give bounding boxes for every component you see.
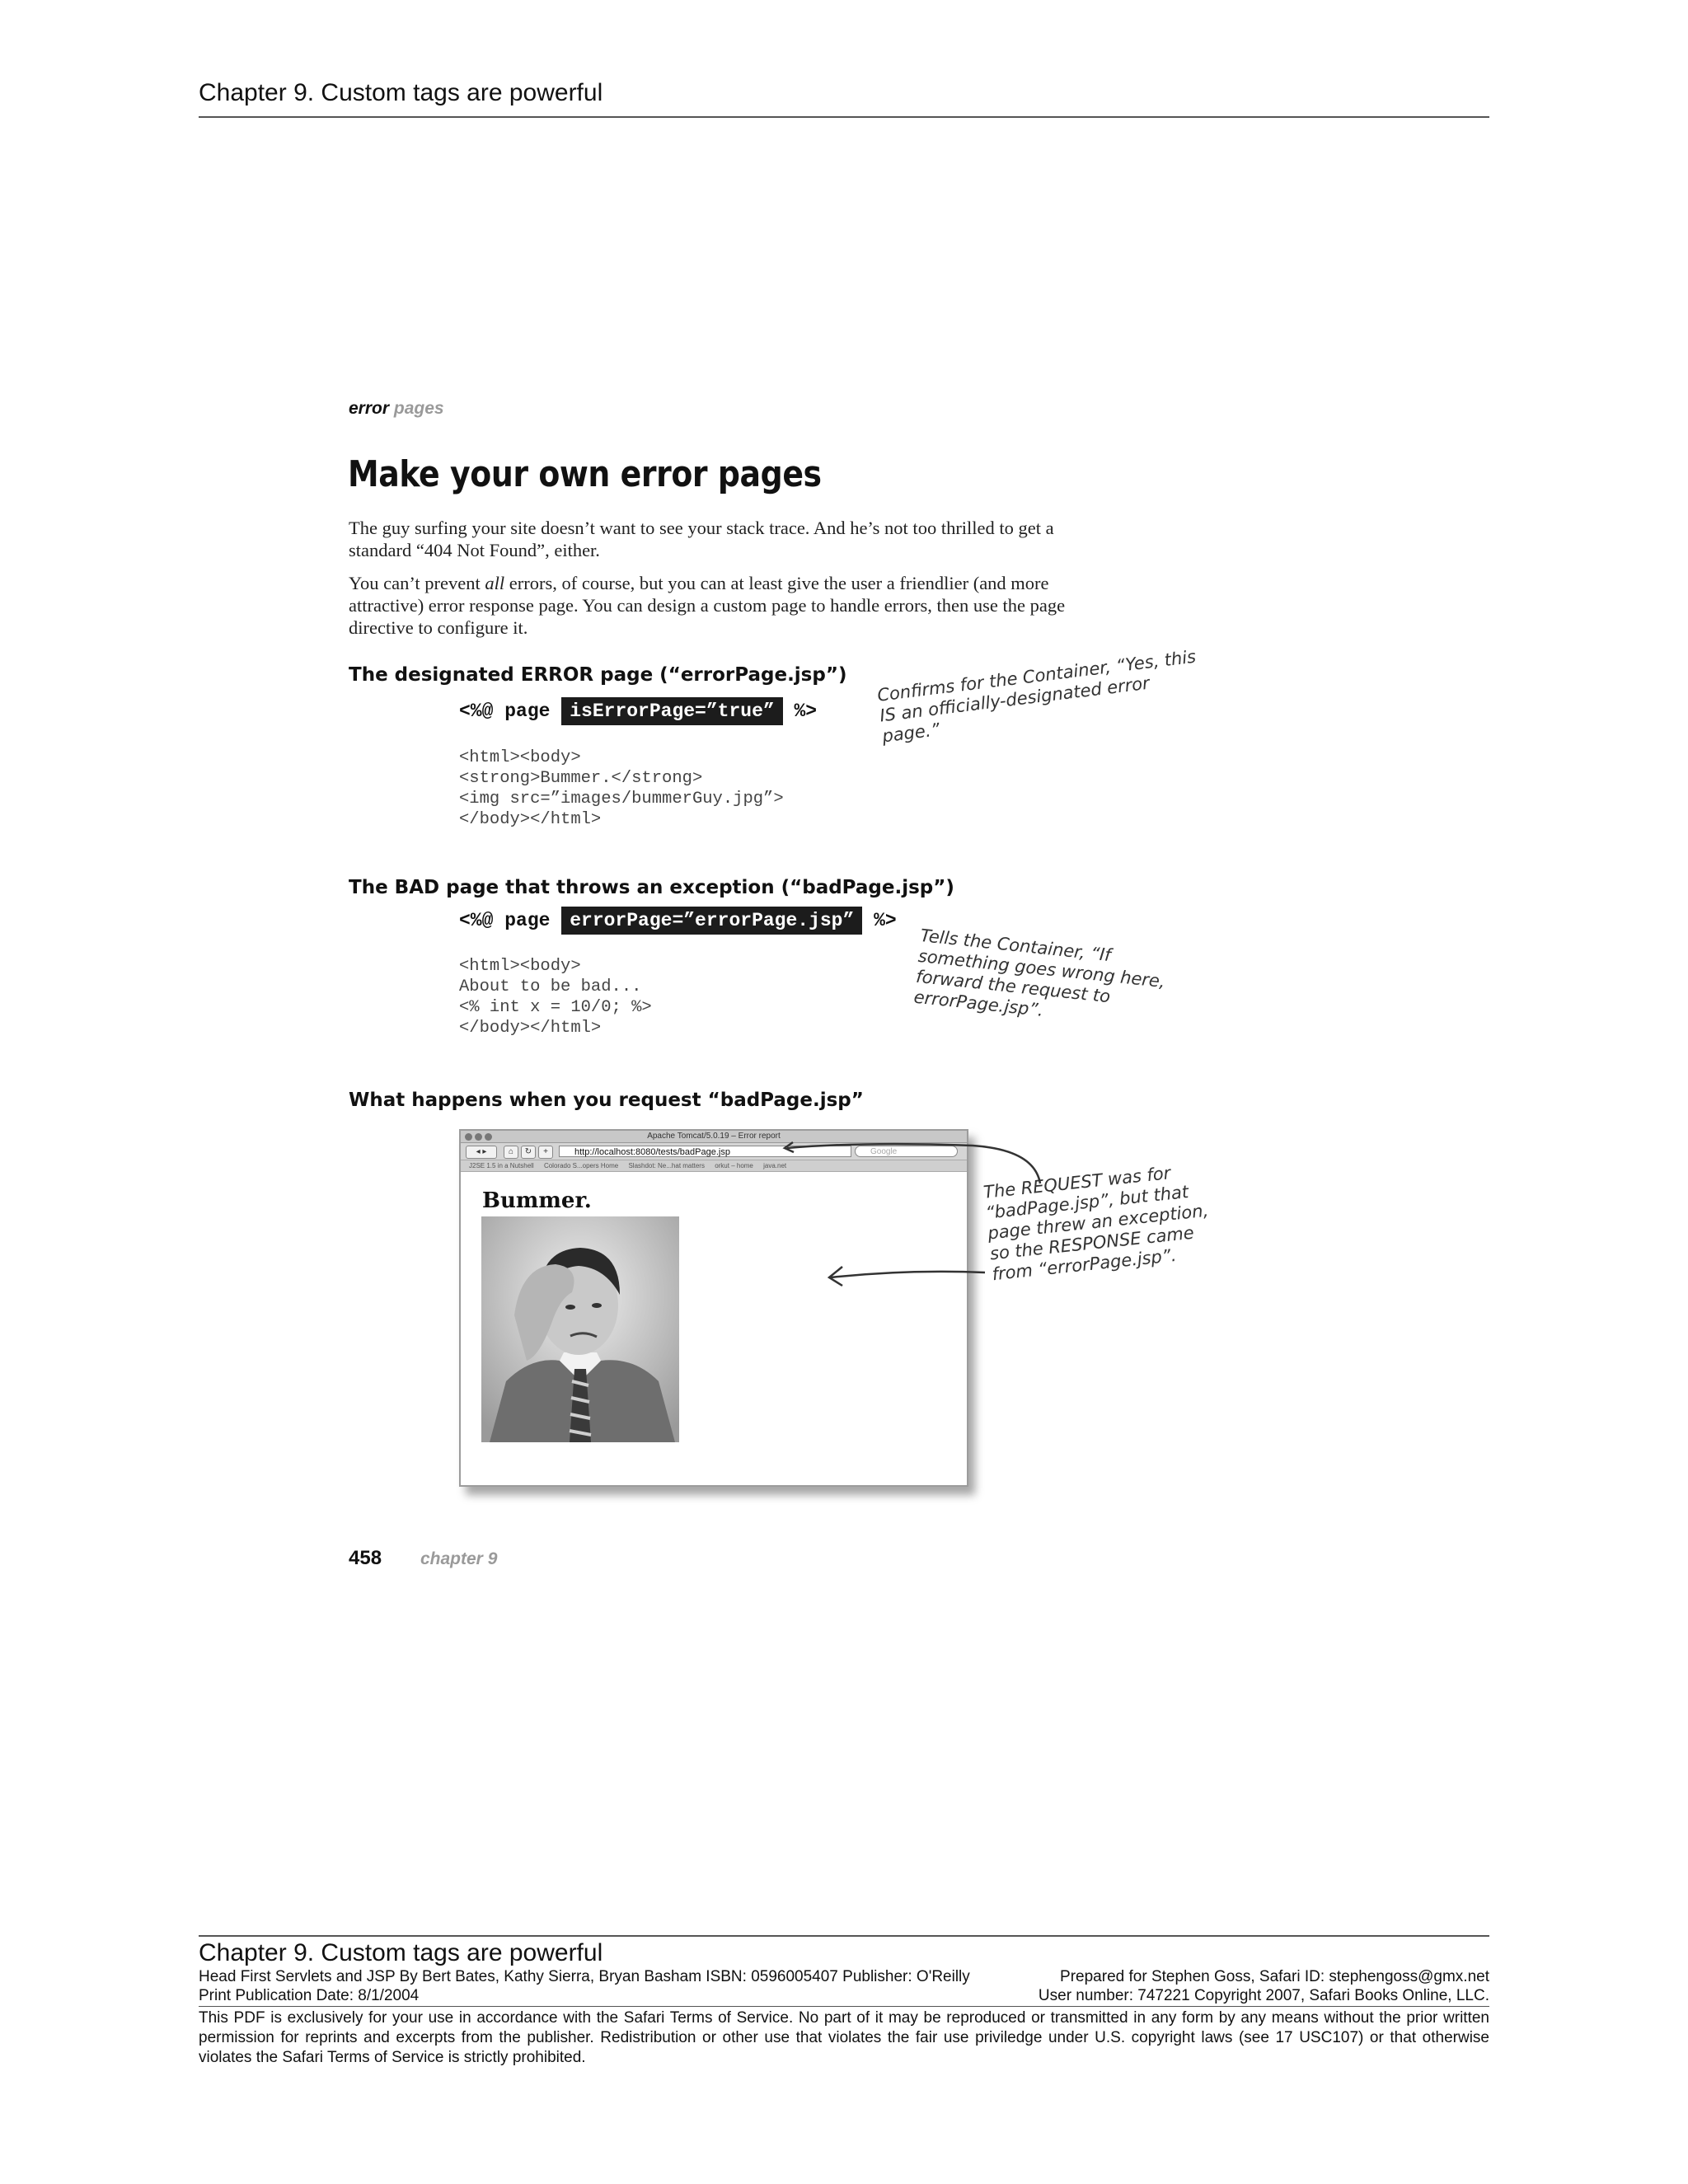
- footer-title: Chapter 9. Custom tags are powerful: [199, 1939, 603, 1966]
- error-page-heading: The designated ERROR page (“errorPage.jsp”): [349, 664, 847, 686]
- section-label-word2: pages: [393, 399, 444, 418]
- directive-start: <%@ page: [459, 701, 562, 722]
- bummer-heading: Bummer.: [482, 1188, 592, 1213]
- error-page-handwritten-note: Confirms for the Container, “Yes, this IS an officially-designated error page.”: [876, 646, 1198, 747]
- section-label-word1: error: [349, 399, 390, 418]
- request-handwritten-note: The REQUEST was for “badPage.jsp”, but that page threw an exception, so the RESPONSE came from “errorPage.jsp”.: [982, 1163, 1210, 1285]
- bookmark-item: orkut – home: [715, 1162, 753, 1169]
- address-bar: http://localhost:8080/tests/badPage.jsp: [559, 1146, 851, 1157]
- directive-end: %>: [782, 701, 818, 722]
- footer-legal-notice: This PDF is exclusively for your use in accordance with the Safari Terms of Service. No part of it may be reproduced or transmitted in any form by any means without the prior written permission for reprints and excerpts from the publisher. Redistribution or other use that violates the fair use priviledge under U.S. copyright laws (see 17 USC107) or that otherwise violates the Safari Terms of Service is strictly prohibited.: [199, 2009, 1489, 2066]
- p2-part-a: You can’t prevent: [349, 573, 485, 593]
- page-title: Make your own error pages: [348, 453, 822, 495]
- p2-part-b: errors, of course, but you can at least give the user a friendlier (and more attractive) error response page. You can design a custom page to handle errors, then use the page directive to configure it.: [349, 573, 1066, 638]
- browser-window-title: Apache Tomcat/5.0.19 – Error report: [647, 1132, 781, 1141]
- reload-icon: ↻: [521, 1146, 536, 1159]
- intro-paragraph-1: The guy surfing your site doesn’t want to see your stack trace. And he’s not too thrilled to get a standard “404 Not Found”, either.: [349, 518, 1054, 560]
- bookmark-item: Colorado S...opers Home: [543, 1162, 619, 1169]
- footer-publication-date: Print Publication Date: 8/1/2004: [199, 1987, 420, 2004]
- page-chapter-label: chapter 9: [420, 1549, 498, 1568]
- bad-page-code: <html><body> About to be bad... <% int x = 10/0; %> </body></html>: [459, 957, 652, 1038]
- search-field: Google: [855, 1146, 958, 1157]
- bad-page-heading: The BAD page that throws an exception (“badPage.jsp”): [349, 877, 954, 898]
- home-icon: ⌂: [504, 1146, 518, 1159]
- error-page-code: <html><body> <strong>Bummer.</strong> <img src=”images/bummerGuy.jpg”> </body></html>: [459, 748, 784, 829]
- directive-end: %>: [862, 910, 897, 931]
- footer-rule-2: [199, 2006, 1489, 2007]
- page-number: 458: [349, 1547, 382, 1569]
- add-bookmark-icon: +: [538, 1146, 553, 1159]
- footer-user-number: User number: 747221 Copyright 2007, Safari Books Online, LLC.: [1038, 1987, 1489, 2004]
- bookmark-item: J2SE 1.5 in a Nutshell: [469, 1162, 534, 1169]
- footer-rule: [199, 1935, 1489, 1937]
- directive-highlight: errorPage=”errorPage.jsp”: [561, 907, 862, 935]
- bookmark-item: Slashdot: Ne...hat matters: [628, 1162, 705, 1169]
- directive-highlight: isErrorPage=”true”: [561, 697, 782, 725]
- p2-emphasis: all: [485, 573, 505, 593]
- url-arrow-icon: [787, 1144, 1040, 1183]
- bad-page-handwritten-note: Tells the Container, “If something goes wrong here, forward the request to errorPage.jsp”.: [912, 926, 1166, 1020]
- footer-book-info: Head First Servlets and JSP By Bert Bates, Kathy Sierra, Bryan Basham ISBN: 0596005407 Publisher: O'Reilly: [199, 1968, 970, 1985]
- request-heading: What happens when you request “badPage.jsp”: [349, 1090, 864, 1111]
- bookmark-item: java.net: [763, 1162, 787, 1169]
- directive-start: <%@ page: [459, 910, 562, 931]
- response-arrow-icon: [831, 1272, 985, 1277]
- running-header-title: Chapter 9. Custom tags are powerful: [199, 79, 603, 106]
- back-forward-icon: ◂ ▸: [466, 1146, 497, 1159]
- footer-prepared-for: Prepared for Stephen Goss, Safari ID: stephengoss@gmx.net: [1060, 1968, 1489, 1985]
